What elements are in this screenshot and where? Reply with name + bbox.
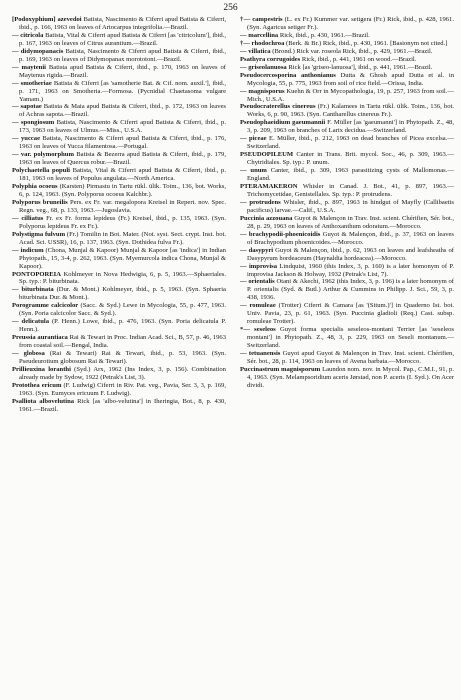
taxon-entry [12,151,226,167]
citation-text: (Fr.) Tomilin in Bot. Mater. (Not. syst. Sect. crypt. Inst. bot. Acad. Sci. USSR), 16, p. 137, 1963. (Syn. Dothidea fulva Fr.). [19,230,226,246]
taxon-name: — citricola [12,31,44,39]
citation-text: Rick, ibid., p. 430, 1961.—Brazil. [279,31,370,39]
citation-text: (Berk. & Br.) Rick, ibid., p. 430, 1961. [Basionym not cited.] [286,39,448,47]
taxon-name: Protothea ericum [12,381,62,389]
taxon-name: Psathyra corrugoides [240,55,301,63]
citation-text: Otani & Akechi, 1962 (this Index, 3, p. 196) is a later homonym of P. orientalis (Syd. & Butl.) Arthur & Cummins in Philipp. J. Sci., 59, 3, p. 438, 1936. [247,278,455,302]
taxon-entry [240,48,454,56]
citation-text: (Chona, Munjal & Kapoor) Munjal & Kapoor [as 'indica'] in Indian Phytopath., 15, 3-4, p. 262, 1963. (Syn. Myemurcola indica Chona, Munjal & Kapoor). [19,246,226,270]
taxon-name: PONTOPOREIA [12,270,61,278]
taxon-entry [240,135,454,151]
taxon-name: Polyphia ocoeus [12,183,58,191]
taxon-entry [12,215,226,231]
taxon-name: PSEUDOPILEUM [240,151,294,159]
citation-text: Batista, Nascimento & Ciferri apud Batista & Ciferri, ibid., p. 173, 1963 on leaves of Ulmus.—Miss., U.S.A. [19,119,226,135]
taxon-name: — didymopanacis [12,47,64,55]
taxon-name: †— campestris [240,16,283,23]
taxon-entry [240,215,454,231]
citation-text: Guyot & Malençon, ibid., p. 62, 1963 on leaves and leafsheaths of Dasypyrum hordeaceum (Haynaldia hordeacea).—Morocco. [247,246,454,262]
taxon-entry [240,183,454,199]
citation-text: (Syd.) Arx, 1962 (Ins Index, 3, p. 156). Combination already made by Sydow, 1922 (Petrak's List, 3). [19,365,226,381]
citation-text: Pers. ex Fr. var. megalopora Kreisel in Repert. nov. Spec. Regn. veg., 68, p. 133, 1963.—Jugoslavia. [19,198,226,214]
citation-text: Batista, Nascimento & Ciferri apud Batista & Ciferri, ibid., p. 169, 1963 on leaves of Didymopanax morototoni.—Brazil. [19,47,227,63]
taxon-name: Puccinia azzouana [240,214,293,222]
taxon-entry [12,231,226,247]
taxon-name: Polystigma fulvum [12,230,66,238]
taxon-name: — romuleae [240,302,276,310]
taxon-entry [12,247,226,271]
citation-text: Rick, ibid., p. 441, 1961 on wood.—Brazil. [301,55,417,63]
taxon-name: — biturbinata [12,286,54,294]
citation-text: Guyot & Malençon in Trav. Inst. scient. Chérifien, Sér. bot., 28, p. 29, 1963 on leaves of Anthoxanthum odoratum.—Morocco. [247,214,455,230]
taxon-name: PTERAMAKERON [240,183,298,191]
taxon-entry [12,103,226,119]
citation-text: Guyot & Malençon, ibid., p. 37, 1963 on leaves of Brachypodium phoenicoides.—Morocco. [247,230,454,246]
taxon-entry [12,199,226,215]
taxon-entry [12,135,226,151]
taxon-entry [12,286,226,302]
taxon-name: Psalliota albovelutina [12,397,75,405]
taxon-entry [240,302,454,326]
citation-text: (Rai & Tewari) Rai & Tewari, ibid., p. 53, 1963. (Syn. Pseudeurotium globosum Rai & Tewari). [19,350,227,365]
taxon-entry [12,16,226,32]
taxon-name: — delicatula [12,318,50,326]
taxon-entry [12,271,226,287]
citation-text: Lindquist, 1960 (this Index, 3, p. 160) is a later homonym of P. improvisa Jackson & Holway, 1932 (Petrak's List, 7). [247,262,454,278]
taxon-entry [12,32,226,48]
taxon-entry [240,247,454,263]
taxon-entry [240,199,454,215]
taxon-name: Polyporus bruneilis [12,198,68,206]
citation-text: Kohlmeyer in Nova Hedwigia, 6, p. 5, 1963.—Sphaeriales. Sp. typ.: P. biturbinata. [19,270,226,286]
taxon-name: Polychaetella populi [12,167,70,175]
taxon-name: [Podoxyphium] azevedoi [12,16,82,23]
taxon-name: — piceae [240,135,267,143]
citation-text: Canter, ibid., p. 309, 1963 parasitizing cysts of Mallomonas.—England. [247,167,454,183]
taxon-entry [240,231,454,247]
taxon-name: — brachypodii-phoenicoidis [240,230,321,238]
taxon-entry [240,88,454,104]
citation-text: Canter in Trans. Brit. mycol. Soc., 46, p. 309, 1963.—Chytridiales. Sp. typ.: P. unum. [247,151,454,167]
citation-text: F. Müller [as 'gaeumanni'] in Phytopath. Z., 48, 3, p. 209, 1963 on branches of Larix decidua.—Switzerland. [247,119,454,135]
taxon-name: — protrudens [240,198,281,206]
page-number: 256 [223,3,238,13]
citation-text: (Sacc. & Syd.) Lewe in Mycologia, 55, p. 477, 1963. (Syn. Poria calcicolor Sacc. & Syd.). [19,302,227,318]
taxon-name: — indicum [12,246,44,254]
citation-text: Dutta & Ghosh apud Dutta et al. in Mycologia, 55, p. 775, 1963 from soil of rice field.—Orissa, India. [247,71,454,87]
taxon-entry [12,64,226,80]
taxon-name: — smotheriae [12,79,52,87]
taxon-entry [12,398,226,414]
citation-text: Whisler, ibid., p. 897, 1963 in hindgut of Mayfly (Callibaetis pacificus) larvae.—Calif., U.S.A. [247,198,454,214]
taxon-name: — globosa [12,350,45,358]
taxon-entry [240,72,454,88]
taxon-name: — marcellina [240,31,279,39]
taxon-name: Preussia aurantiaca [12,334,68,342]
taxon-entry [240,56,454,64]
citation-text: Kuehn & Orr in Mycopathologia, 19, p. 257, 1963 from soil.—Mich., U.S.A. [247,87,454,103]
taxon-name: — dasypyri [240,246,274,254]
taxon-name: — improvisa [240,262,278,270]
taxon-name: — magnisporus [240,87,285,95]
taxon-entry [12,80,226,104]
taxon-entry [240,32,454,40]
taxon-entry [12,183,226,199]
taxon-entry [240,64,454,72]
citation-text: (Trotter) Ciferri & Camara [as '(Situm.)'] in Quaderno Ist. bot. Univ. Pavia, 23, p. 61, 1963. (Syn. Puccinia gladioli (Req.) Cast. subsp. romuleae Trotter). [247,302,454,326]
taxon-name: Puccinastrum magnisporum [240,365,321,373]
citation-text: Batista, Vital & Ciferri apud Batista & Ciferri [as 'citricolum'], ibid., p. 167, 1963 on leaves of Citrus aurantium.—Brazil. [19,31,227,47]
taxon-name: †— rhodochroa [240,39,285,47]
taxon-name: — sapotae [12,103,42,111]
taxon-entry [12,318,226,334]
taxon-entry [240,151,454,167]
taxon-entry [240,366,454,390]
taxon-entry [12,334,226,350]
taxon-name: — cilliatus [12,214,44,222]
citation-text: Fr. ex Fr. forma lepideus (Fr.) Kreisel, ibid., p. 135, 1963. (Syn. Polyporus lepideus Fr. ex Fr.). [19,214,226,230]
taxon-name: — yuccae [12,135,41,143]
citation-text: Batista, Nascimento & Ciferri apud Batista & Ciferri, ibid., p. 166, 1963 on leaves of Artocarpus integrifolia.—Brazil. [19,16,227,31]
citation-text: (Fr.) Kalamees in Tartu rükl. ülik. Toim., 136, bot. Works, 6, p. 90, 1963. (Syn. Cantharellus cinereus Fr.). [247,103,455,119]
taxon-entry [240,167,454,183]
citation-text: Guyot forma specialis seseleos-montani Terrier [as 'seseleos montani'] in Phytopath. Z., 48, 3, p. 229, 1963 on Seseli montanum.—Switzerland. [247,326,454,350]
taxon-entry [240,350,454,366]
citation-text: (F. Ludwig) Ciferri in Riv. Pat. veg., Pavia, Ser. 3, 3, p. 169, 1963. (Syn. Eumyces ericuum F. Ludwig). [19,381,226,397]
taxon-name: — tetuanensis [240,350,281,358]
left-column [12,16,226,414]
taxon-name: Prillieuxina loranthi [12,365,71,373]
taxon-entry [12,350,226,366]
citation-text: (Dur. & Mont.) Kohlmeyer, ibid., p. 5, 1963. (Syn. Sphaeria biturbinata Dur. & Mont.). [19,286,226,302]
citation-text: Rai & Tewari in Proc. Indian Acad. Sci., B, 57, p. 46, 1963 from coastal soil.—Bengal, India. [19,334,226,350]
citation-text: Guyot apud Guyot & Malençon in Trav. Inst. scient. Chérifien, Sér. bot., 28, p. 114, 1963 on leaves of Avena barbata.—Morocco. [247,350,454,365]
taxon-entry [12,302,226,318]
citation-text: (L. ex Fr.) Kummer var. setigera (Fr.) Rick, ibid., p. 428, 1961. (Syn. Agaricus setiger Fr.). [247,16,454,31]
citation-text: Batista, Nascimento & Ciferri apud Batista & Ciferri, ibid., p. 176, 1963 on leaves of Yucca filamentosa.—Portugal. [19,135,226,151]
taxon-entry [240,40,454,48]
taxon-name: Pseudocercosporina anthonianus [240,71,336,79]
taxon-entry [12,366,226,382]
citation-text: Batista & Bezerra apud Batista & Ciferri, ibid., p. 179, 1963 on leaves of Quercus robur.—Brazil. [19,151,227,167]
citation-text: Batista, Vital & Ciferri apud Batista & Ciferri, ibid., p. 181, 1963 on leaves of Populus angulata.—North America. [19,167,226,183]
taxon-entry [240,103,454,119]
taxon-name: — unum [240,167,267,175]
taxon-name: — maytenii [12,63,46,71]
citation-text: Batista apud Batista & Ciferri, ibid., p. 170, 1963 on leaves of Maytenus rigida.—Brazil. [19,63,226,79]
citation-text: Batista & Ciferri [as 'samotherie Bat. & Cif. nom. auxil.'], ibid., p. 171, 1963 on Smotheria.—Formosa. (Pycnidial Chaetasoma vulgare Yamam.) [19,79,226,103]
taxon-entry [12,48,226,64]
taxon-entry [240,119,454,135]
right-column [240,16,454,390]
taxon-entry [240,263,454,279]
citation-text: Rick [as 'albo-velutina'] in Iheringia, Bot., 8, p. 430, 1961.—Brazil. [19,397,226,413]
taxon-entry [12,382,226,398]
citation-text: E. Müller, ibid., p. 212, 1963 on dead branches of Picea excelsa.—Switzerland. [247,135,454,151]
citation-text: (P. Henn.) Lowe, ibid., p. 476, 1963. (Syn. Poria delicatula P. Henn.). [19,318,226,334]
taxon-name: — spongiosum [12,119,55,127]
taxon-name: Pseudocraterellus cinereus [240,103,316,111]
taxon-entry [240,326,454,350]
citation-text: (Brond.) Rick var. roseola Rick, ibid., p. 429, 1961.—Brazil. [272,47,433,55]
citation-text: Batista & Maia apud Batista & Ciferri, ibid., p. 172, 1963 on leaves of Achras sapota.—Brazil. [19,103,226,119]
taxon-entry [12,119,226,135]
taxon-name: *— seseleos [240,326,276,334]
taxon-name: — villatica [240,47,271,55]
citation-text: Laundon nom. nov. in Mycol. Pap., C.M.I., 91, p. 4, 1963. (Syn. Melampsoridium aceris Jørstad, non P. aceris (I. Syd.). On Acer dividi. [247,365,455,389]
taxon-entry [240,16,454,32]
citation-text: (Karsten) Pirmastu in Tartu rükl. ülik. Toim., 136, bot. Works, 6, p. 124, 1963. (Syn. Polyporus ocoeus Kalchbr.). [19,183,227,198]
taxon-name: — orientalis [240,278,275,286]
taxon-name: Pseudophaeidium gaeumannii [240,119,326,127]
taxon-name: Porogramme calcicolor [12,302,79,310]
citation-text: Whisler in Canad. J. Bot., 41, p. 897, 1963.—Trichomycetidae, Genistellales. Sp. typ.: P. protrudens. [247,183,454,198]
taxon-name: — var. polymorphum [12,151,74,159]
taxon-entry [240,278,454,302]
taxon-name: — griseolanuosa [240,63,287,71]
taxon-entry [12,167,226,183]
citation-text: Rick [as 'griseo-lanuosa'], ibid., p. 441, 1961.—Brazil. [288,63,433,71]
